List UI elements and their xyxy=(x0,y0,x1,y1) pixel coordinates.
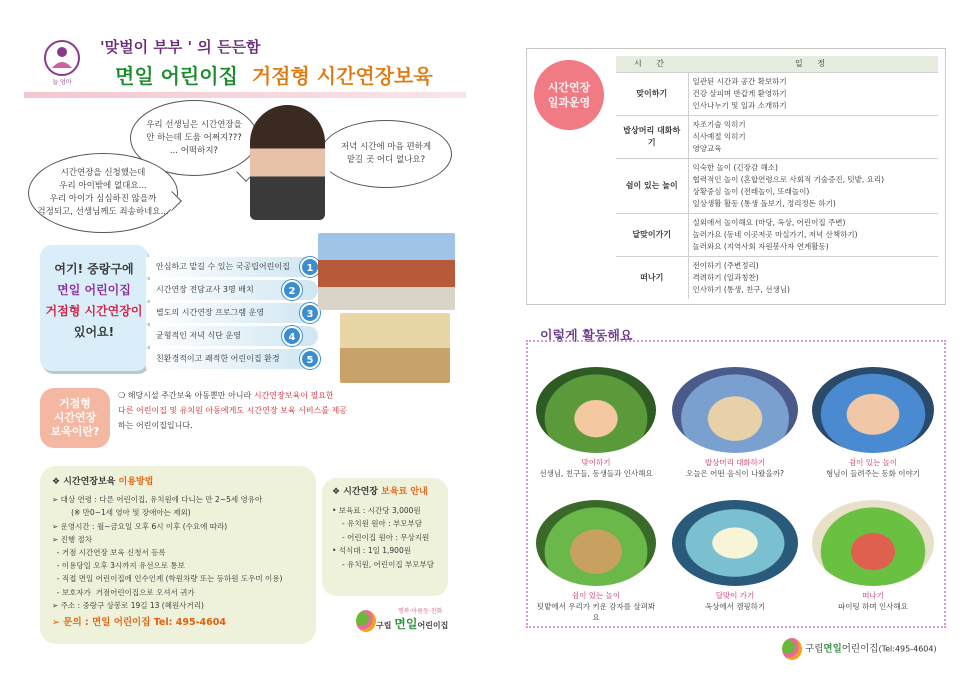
activity-caption xyxy=(536,590,656,623)
table-row xyxy=(616,115,938,158)
tree-logo-icon xyxy=(782,638,802,660)
schedule-item: 식사예절 익히기 xyxy=(692,131,746,141)
schedule-item: 전이하기 (주변정리) xyxy=(692,260,759,270)
usage-line: ➢ 진행 절차 xyxy=(52,534,93,544)
activity-caption-title: 쉼이 있는 놀이 xyxy=(848,458,898,467)
worried-parent-photo xyxy=(250,105,325,220)
title-program-name: 거점형 시간연장보육 xyxy=(251,64,433,88)
table-row xyxy=(616,72,938,115)
usage-line: ➢ 주소 : 중랑구 상봉로 19길 13 (혜원사거리) xyxy=(52,600,204,610)
activity-caption-title: 떠나기 xyxy=(862,591,884,600)
activity-photo-camping xyxy=(672,500,798,586)
schedule-item: 자조기술 익히기 xyxy=(692,119,746,129)
center-brand-logo: 행복·아름동·친화 구립 면일어린이집 xyxy=(356,606,448,632)
activity-caption-desc: 선생님, 친구들, 동생들과 인사해요 xyxy=(539,469,653,478)
fee-title: ❖ 시간연장 보육료 안내 xyxy=(332,487,428,497)
activity-caption-title: 달맞이 가기 xyxy=(715,591,755,600)
feature-number-badge: 3 xyxy=(300,303,320,323)
usage-panel xyxy=(40,466,316,644)
usage-title: ❖ 시간연장보육 이용방법 xyxy=(52,477,154,487)
schedule-items-cell xyxy=(688,115,938,158)
title-center-name: 면일 어린이집 xyxy=(115,64,238,88)
activity-caption-desc: 옥상에서 캠핑하기 xyxy=(704,602,766,611)
feature-item: 균형적인 저녁 식단 운영 xyxy=(146,326,318,346)
feature-item: 별도의 시간연장 프로그램 운영 xyxy=(146,303,318,323)
speech-bubble-2: 시간연장을 신청했는데 우리 아이밖에 없대요... 우리 아이가 심심하진 않을까 걱정되고, 선생님께도 죄송하네요... xyxy=(28,153,178,233)
schedule-time-cell: 떠나기 xyxy=(616,256,688,299)
activity-caption xyxy=(812,457,934,479)
feature-number-badge: 2 xyxy=(282,280,302,300)
schedule-item: 익숙한 놀이 (긴장감 해소) xyxy=(692,162,778,172)
schedule-item: 건강 살피며 반갑게 환영하기 xyxy=(692,88,787,98)
schedule-items-cell xyxy=(688,256,938,299)
schedule-item: 일관된 시간과 공간 확보하기 xyxy=(692,76,787,86)
schedule-time-cell: 밥상머리 대화하기 xyxy=(616,115,688,158)
activity-photo-mealtime xyxy=(672,367,798,453)
activity-caption-desc: 파이팅 하며 인사해요 xyxy=(838,602,908,611)
activity-caption xyxy=(536,457,656,479)
schedule-item: 인사나누기 및 일과 소개하기 xyxy=(692,100,787,110)
activity-caption xyxy=(812,590,934,612)
mom-logo-icon xyxy=(42,38,82,86)
table-row xyxy=(616,213,938,256)
school-building-photo xyxy=(318,233,455,310)
activity-photo-farewell xyxy=(812,500,934,586)
schedule-item: 실외에서 놀이해요 (마당, 옥상, 어린이집 주변) xyxy=(692,217,846,227)
usage-line: - 이용당일 오후 3시까지 유선으로 통보 xyxy=(52,561,185,571)
schedule-time-cell: 맞이하기 xyxy=(616,72,688,115)
feature-item: 시간연장 전담교사 3명 배치 xyxy=(146,280,318,300)
activity-caption-desc: 텃밭에서 우리가 키운 감자를 살펴봐요 xyxy=(536,602,656,622)
activity-photo-storytelling xyxy=(812,367,934,453)
tree-logo-icon xyxy=(356,610,376,632)
schedule-item: 인사하기 (통생, 친구, 선생님) xyxy=(692,284,790,294)
schedule-time-cell: 달맞이가기 xyxy=(616,213,688,256)
schedule-items-cell xyxy=(688,72,938,115)
table-header-schedule: 일 정 xyxy=(688,56,938,72)
schedule-badge: 시간연장 일과운영 xyxy=(534,60,604,130)
feature-item: 안심하고 맡길 수 있는 국공립어린이집 xyxy=(146,257,318,277)
schedule-table xyxy=(616,56,938,299)
usage-line: (※ 만0~1세 영아 및 장애아는 제외) xyxy=(52,508,191,518)
activity-caption xyxy=(672,457,798,479)
fee-panel xyxy=(322,478,448,596)
speech-bubble-3: 저녁 시간에 마음 편하게 맡길 곳 어디 없나요? xyxy=(320,120,452,188)
activity-photo-greeting xyxy=(536,367,656,453)
usage-line: - 거점 시간연장 보육 신청서 등록 xyxy=(52,548,166,558)
usage-line: ➢ 운영시간 : 월~금요일 오후 6시 이후 (수요에 따라) xyxy=(52,521,228,531)
table-row xyxy=(616,158,938,213)
svg-text:늘 엄마: 늘 엄마 xyxy=(52,79,72,86)
activities-title: 이렇게 활동해요 xyxy=(540,329,633,344)
usage-line: - 보호자가 거점어린이집으로 오셔서 귀가 xyxy=(52,587,195,597)
usage-line: - 직접 면일 어린이집에 인수인계 (학원차량 또는 등하원 도우미 이용) xyxy=(52,574,283,584)
definition-badge: 거점형 시간연장 보육이란? xyxy=(40,388,110,448)
feature-number-badge: 1 xyxy=(300,257,320,277)
schedule-item: 상황중심 놀이 (전래놀이, 또래놀이) xyxy=(692,186,810,196)
schedule-time-cell: 쉼이 있는 놀이 xyxy=(616,158,688,213)
schedule-item: 놀러가요 (동네 이곳저곳 마실가기, 저녁 산책하기) xyxy=(692,229,858,239)
activity-caption-desc: 형님이 들려주는 동화 이야기 xyxy=(825,469,921,478)
footer-brand: 구립면일어린이집(Tel:495-4604) xyxy=(782,638,937,660)
table-row xyxy=(616,256,938,299)
subtitle: '맞벌이 부부 ' 의 든든함 xyxy=(100,38,261,56)
fee-line: - 유치원, 어린이집 부모부담 xyxy=(342,559,434,569)
header-divider xyxy=(24,92,466,98)
activity-caption-title: 밥상머리 대화하기 xyxy=(704,458,766,467)
definition-text: ❍ 해당시설 주간보육 아동뿐만 아니라 시간연장보육이 필요한 다른 어린이집 및 유치원 아동에게도 시간연장 보육 서비스를 제공 하는 어린이집입니다. xyxy=(118,391,347,430)
schedule-item: 놀러와요 (지역사회 자원봉사자 연계활동) xyxy=(692,241,829,251)
fee-line: - 유치원 원아 : 부모부담 xyxy=(342,519,422,528)
feature-number-badge: 4 xyxy=(282,326,302,346)
table-header-time: 시 간 xyxy=(616,56,688,72)
classroom-photo xyxy=(340,313,450,383)
fee-line: • 석식대 : 1일 1,900원 xyxy=(332,546,411,555)
feature-callout: 여기! 중랑구에 면일 어린이집 거점형 시간연장이 있어요! xyxy=(40,245,148,371)
activity-caption-title: 쉼이 있는 놀이 xyxy=(571,591,621,600)
schedule-item: 협력적인 놀이 (혼합연령으로 사회적 기술증진, 텃밭, 요리) xyxy=(692,174,885,184)
page-title xyxy=(115,60,433,89)
schedule-item: 격려하기 (일과칭찬) xyxy=(692,272,759,282)
activity-caption-title: 맞이하기 xyxy=(581,458,611,467)
activity-caption xyxy=(672,590,798,612)
activity-photo-garden xyxy=(536,500,656,586)
schedule-item: 영양교육 xyxy=(692,143,722,153)
fee-line: - 어린이집 원아 : 무상지원 xyxy=(342,532,430,542)
speech-bubble-1: 우리 선생님은 시간연장을 안 하는데 도움 어쩌지??? ... 어떡하지? xyxy=(130,100,258,176)
feature-item: 친환경적이고 쾌적한 어린이집 환경 xyxy=(146,349,318,369)
activity-caption-desc: 오늘은 어떤 음식이 나왔을까? xyxy=(685,469,785,478)
schedule-items-cell xyxy=(688,158,938,213)
fee-line: • 보육료 : 시간당 3,000원 xyxy=(332,505,421,515)
schedule-item: 일상생활 활동 (통생 돌보기, 정리정돈 하기) xyxy=(692,198,836,208)
schedule-items-cell xyxy=(688,213,938,256)
usage-line: ➢ 대상 연령 : 다른 어린이집, 유치원에 다니는 만 2~5세 영유아 xyxy=(52,495,263,505)
feature-number-badge: 5 xyxy=(300,349,320,369)
contact-line: ➢ 문의 : 면일 어린이집 Tel: 495-4604 xyxy=(52,617,226,629)
